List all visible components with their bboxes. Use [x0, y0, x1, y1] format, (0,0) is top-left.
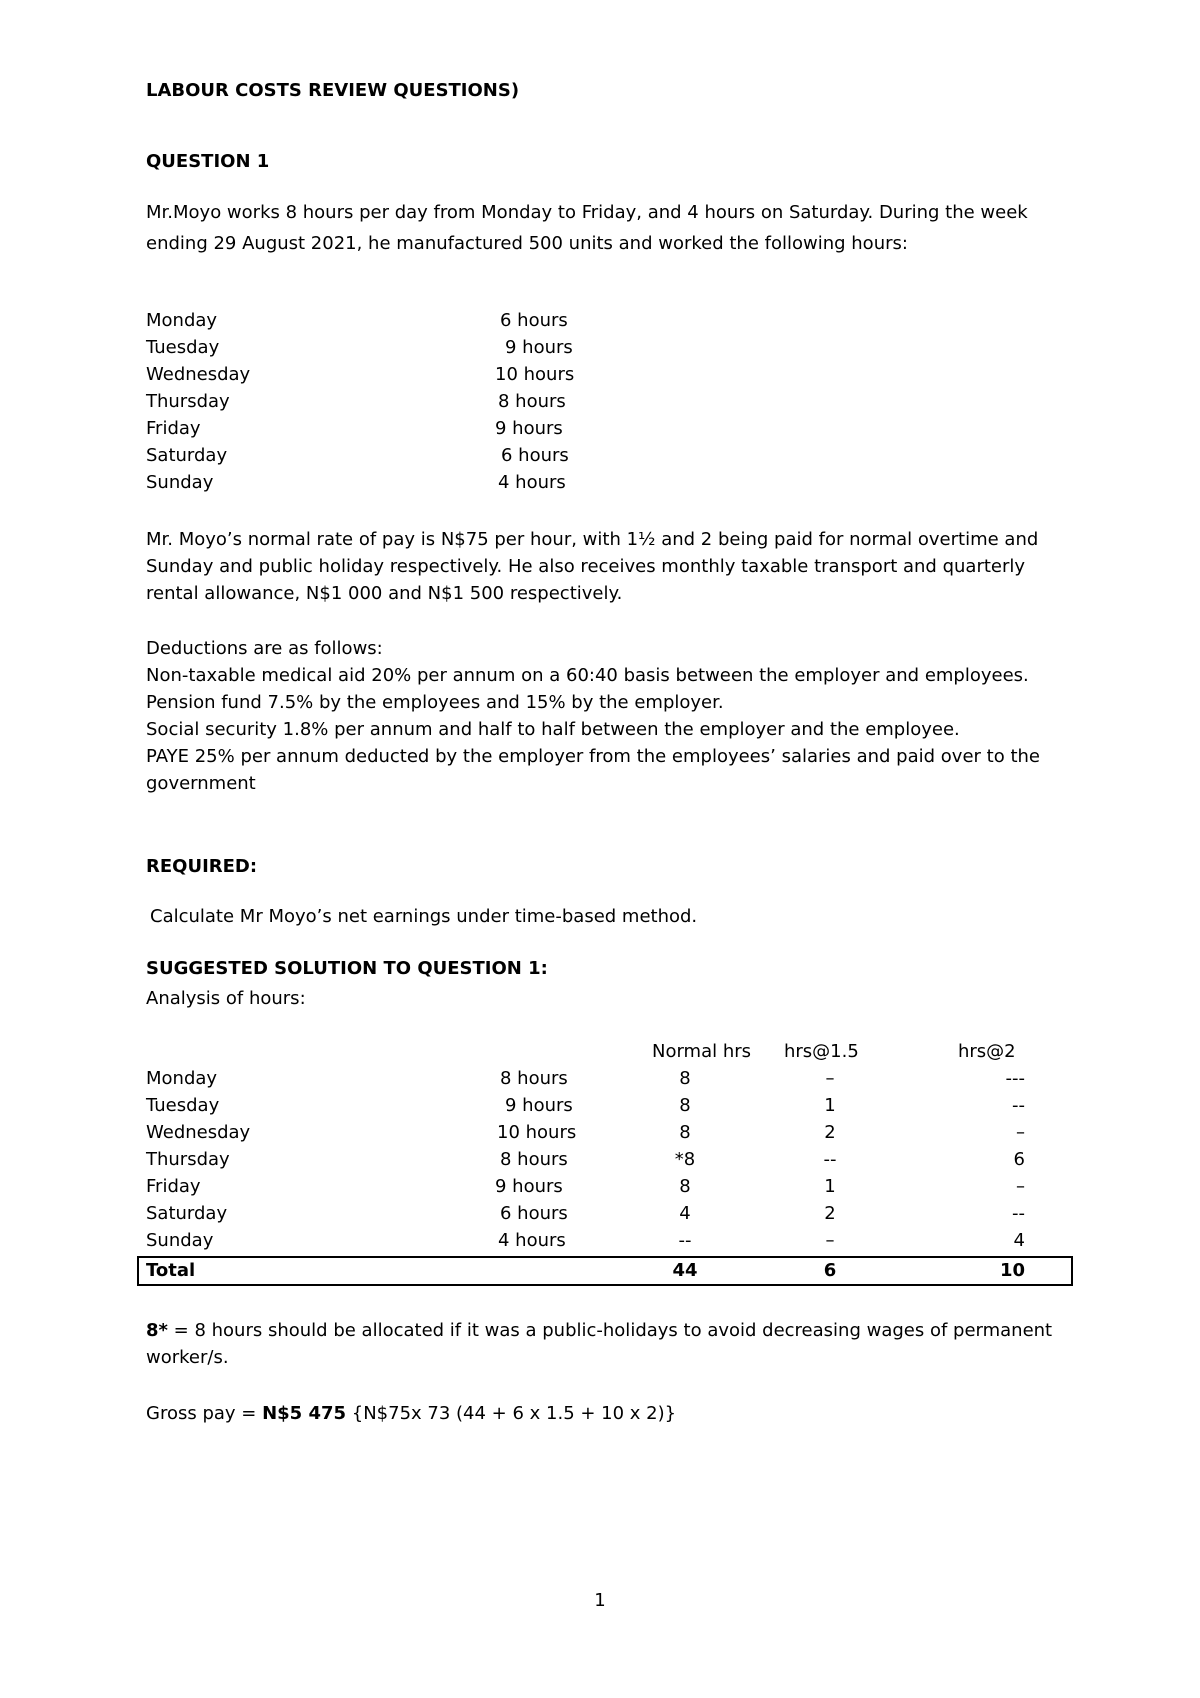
deduction-social-security: Social security 1.8% per annum and half to half between the employer and the employee.: [146, 719, 960, 740]
ot-2-cell: 6: [1013, 1149, 1025, 1170]
hours-cell: 8 hours: [500, 1149, 568, 1170]
day-cell: Thursday: [146, 1149, 230, 1170]
table-row: [0, 1068, 1200, 1095]
intro-line-2: ending 29 August 2021, he manufactured 500 units and worked the following hours:: [146, 233, 908, 254]
required-heading: REQUIRED:: [146, 856, 258, 877]
day-label: Monday: [146, 310, 218, 331]
day-label: Saturday: [146, 445, 228, 466]
hours-cell: 4 hours: [498, 1230, 566, 1251]
table-row: [0, 1176, 1200, 1203]
ot-2-cell: ---: [1005, 1068, 1025, 1089]
hours-cell: 8 hours: [500, 1068, 568, 1089]
ot-1-5-cell: 2: [824, 1203, 836, 1224]
table-row: [0, 1122, 1200, 1149]
day-label: Thursday: [146, 391, 230, 412]
table-row: [0, 1149, 1200, 1176]
table-total-row: [0, 1260, 1200, 1287]
hours-value: 4 hours: [498, 472, 566, 493]
ot-2-cell: 4: [1013, 1230, 1025, 1251]
hours-value: 8 hours: [498, 391, 566, 412]
hours-cell: 9 hours: [495, 1176, 563, 1197]
note-line-1: [146, 1320, 1052, 1342]
column-header-normal-hrs: Normal hrs: [652, 1041, 752, 1062]
table-row: [0, 1230, 1200, 1257]
hours-cell: 9 hours: [505, 1095, 573, 1116]
list-item: [0, 391, 1200, 418]
deductions-heading: Deductions are as follows:: [146, 638, 383, 659]
day-cell: Wednesday: [146, 1122, 251, 1143]
table-row: [0, 1203, 1200, 1230]
day-cell: Monday: [146, 1068, 218, 1089]
ot-1-5-cell: --: [823, 1149, 837, 1170]
list-item: [0, 472, 1200, 499]
total-ot-1-5: 6: [823, 1260, 837, 1281]
note-text: = 8 hours should be allocated if it was a public-holidays to avoid decreasing wages of permanent: [167, 1320, 1053, 1341]
hours-cell: 6 hours: [500, 1203, 568, 1224]
page-number: 1: [594, 1590, 606, 1611]
ot-1-5-cell: 1: [824, 1095, 836, 1116]
day-cell: Friday: [146, 1176, 201, 1197]
hours-cell: 10 hours: [497, 1122, 577, 1143]
list-item: [0, 445, 1200, 472]
ot-2-cell: –: [1016, 1122, 1025, 1143]
day-label: Wednesday: [146, 364, 251, 385]
list-item: [0, 337, 1200, 364]
normal-hrs-cell: 8: [679, 1122, 691, 1143]
ot-2-cell: --: [1012, 1095, 1025, 1116]
normal-hrs-cell: 8: [679, 1095, 691, 1116]
intro-line-1: Mr.Moyo works 8 hours per day from Monday to Friday, and 4 hours on Saturday. During the week: [146, 202, 1028, 223]
gross-pay-working: {N$75x 73 (44 + 6 x 1.5 + 10 x 2)}: [346, 1403, 677, 1424]
day-label: Sunday: [146, 472, 214, 493]
pay-line-3: rental allowance, N$1 000 and N$1 500 respectively.: [146, 583, 623, 604]
hours-value: 10 hours: [495, 364, 575, 385]
table-header-row: [0, 1041, 1200, 1068]
table-row: [0, 1095, 1200, 1122]
document-title: LABOUR COSTS REVIEW QUESTIONS): [146, 80, 520, 101]
normal-hrs-cell: 8: [679, 1176, 691, 1197]
note-marker: 8*: [146, 1320, 168, 1341]
ot-1-5-cell: –: [825, 1230, 835, 1251]
pay-line-1: Mr. Moyo’s normal rate of pay is N$75 per hour, with 1½ and 2 being paid for normal overtime and: [146, 529, 1039, 550]
note-line-2: worker/s.: [146, 1347, 229, 1368]
ot-2-cell: –: [1016, 1176, 1025, 1197]
ot-1-5-cell: –: [825, 1068, 835, 1089]
normal-hrs-cell: 4: [679, 1203, 691, 1224]
day-cell: Sunday: [146, 1230, 214, 1251]
ot-1-5-cell: 2: [824, 1122, 836, 1143]
day-cell: Tuesday: [146, 1095, 220, 1116]
deduction-medical-aid: Non-taxable medical aid 20% per annum on a 60:40 basis between the employer and employees.: [146, 665, 1029, 686]
day-label: Tuesday: [146, 337, 220, 358]
list-item: [0, 310, 1200, 337]
list-item: [0, 418, 1200, 445]
hours-value: 6 hours: [500, 310, 568, 331]
total-ot-2: 10: [999, 1260, 1025, 1281]
gross-pay-label: Gross pay =: [146, 1403, 263, 1424]
hours-value: 9 hours: [495, 418, 563, 439]
normal-hrs-cell: *8: [674, 1149, 696, 1170]
list-item: [0, 364, 1200, 391]
gross-pay-value: N$5 475: [262, 1403, 347, 1424]
day-cell: Saturday: [146, 1203, 228, 1224]
deduction-paye: PAYE 25% per annum deducted by the employer from the employees’ salaries and paid over to the: [146, 746, 1040, 767]
normal-hrs-cell: --: [678, 1230, 692, 1251]
day-label: Friday: [146, 418, 201, 439]
hours-value: 9 hours: [505, 337, 573, 358]
total-label: Total: [146, 1260, 196, 1281]
deduction-pension: Pension fund 7.5% by the employees and 15% by the employer.: [146, 692, 724, 713]
column-header-hrs-1-5: hrs@1.5: [784, 1041, 859, 1062]
required-text: Calculate Mr Moyo’s net earnings under time-based method.: [150, 906, 698, 927]
pay-line-2: Sunday and public holiday respectively. He also receives monthly taxable transport and quarterly: [146, 556, 1026, 577]
ot-1-5-cell: 1: [824, 1176, 836, 1197]
hours-value: 6 hours: [501, 445, 569, 466]
column-header-hrs-2: hrs@2: [958, 1041, 1016, 1062]
solution-heading: SUGGESTED SOLUTION TO QUESTION 1:: [146, 958, 548, 979]
deduction-paye-cont: government: [146, 773, 256, 794]
gross-pay-line: [146, 1403, 676, 1425]
analysis-label: Analysis of hours:: [146, 988, 306, 1009]
total-normal-hrs: 44: [672, 1260, 698, 1281]
ot-2-cell: --: [1012, 1203, 1025, 1224]
question-heading: QUESTION 1: [146, 151, 270, 172]
normal-hrs-cell: 8: [679, 1068, 691, 1089]
